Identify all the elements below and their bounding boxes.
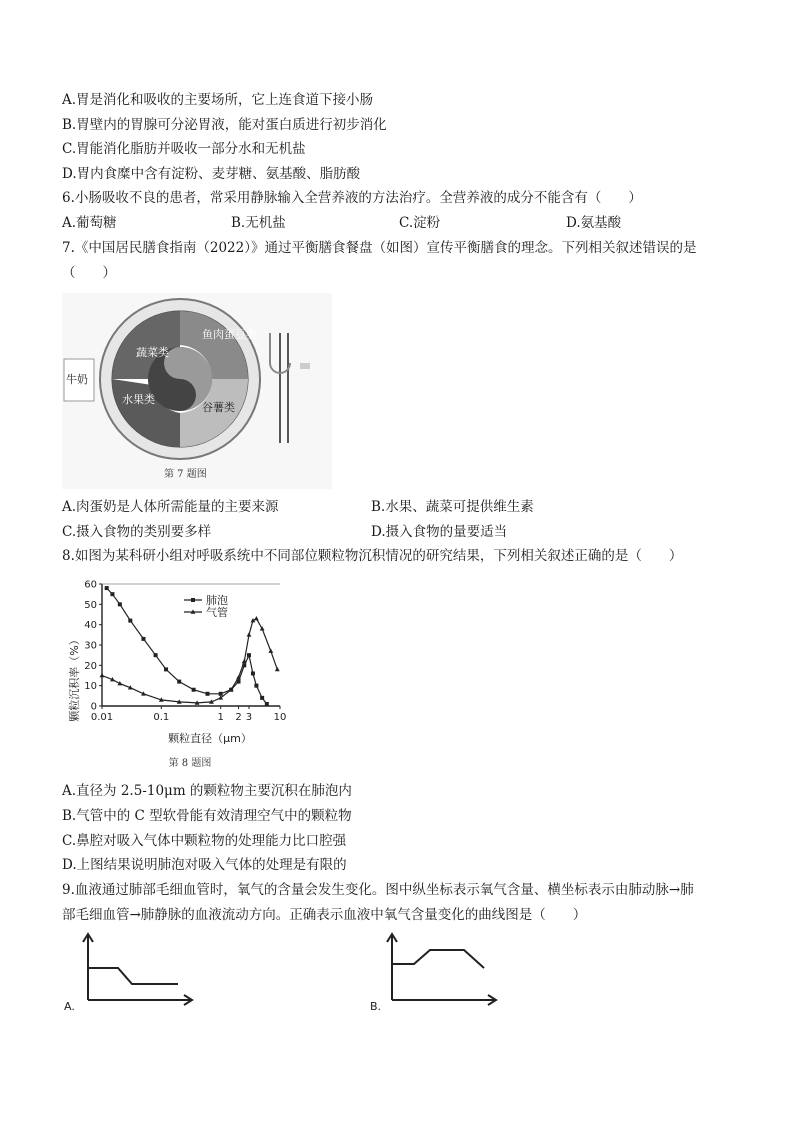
y-tick-label: 0: [90, 701, 97, 713]
legend-label: 气管: [206, 606, 228, 619]
y-tick-label: 30: [84, 640, 97, 652]
q9-stem-line1: 9.血液通过肺部毛细血管时，氧气的含量会发生变化。图中纵坐标表示氧气含量、横坐标表示由肺动脉→肺: [62, 882, 694, 898]
data-point-alveoli: [164, 667, 168, 671]
data-point-alveoli: [110, 592, 114, 596]
plate-label-meat: 鱼肉蛋豆类: [202, 328, 257, 341]
chart-x-label: 颗粒直径（μm）: [168, 732, 252, 745]
q8-stem: 8.如图为某科研小组对呼吸系统中不同部位颗粒物沉积情况的研究结果，下列相关叙述正确的是（ ）: [62, 548, 683, 564]
data-point-trachea: [247, 632, 252, 636]
q7-figure-caption: 第 7 题图: [164, 469, 207, 480]
legend-marker: [191, 598, 195, 602]
plate-label-veg: 蔬菜类: [136, 346, 169, 359]
y-tick-label: 50: [84, 599, 97, 611]
plate-label-milk: 牛奶: [66, 373, 88, 386]
y-tick-label: 20: [84, 660, 97, 672]
data-point-alveoli: [206, 692, 210, 696]
q9-label-b: B.: [370, 1000, 382, 1013]
data-point-alveoli: [260, 696, 264, 700]
data-point-alveoli: [219, 692, 223, 696]
series-line-trachea: [102, 619, 277, 703]
q8-chart: [62, 574, 294, 774]
data-point-alveoli: [251, 671, 255, 675]
chart-marks: [100, 586, 280, 706]
q8-option-a: A.直径为 2.5-10μm 的颗粒物主要沉积在肺泡内: [62, 783, 352, 799]
plate-label-grain: 谷薯类: [202, 401, 235, 414]
q9-graph-b: [368, 930, 508, 1016]
q7-option-b: B.水果、蔬菜可提供维生素: [371, 499, 534, 515]
data-point-alveoli: [192, 688, 196, 692]
data-point-alveoli: [265, 702, 269, 706]
q6-option-a: A.葡萄糖: [62, 215, 117, 231]
x-tick-label: 0.01: [90, 712, 114, 723]
q5-option-a: A.胃是消化和吸收的主要场所，它上连食道下接小肠: [62, 92, 374, 108]
q7-stem-line2: （ ）: [62, 265, 116, 281]
q9-graph-a: [62, 930, 202, 1016]
q8-option-b: B.气管中的 C 型软骨能有效清理空气中的颗粒物: [62, 808, 352, 824]
data-point-alveoli: [141, 637, 145, 641]
data-point-alveoli: [177, 680, 181, 684]
q6-option-d: D.氨基酸: [566, 215, 622, 231]
data-point-alveoli: [247, 653, 251, 657]
q6-option-c: C.淀粉: [399, 215, 441, 231]
y-tick-label: 40: [84, 620, 97, 632]
data-point-trachea: [100, 673, 105, 677]
q7-option-d: D.摄入食物的量要适当: [371, 524, 508, 540]
legend-label: 肺泡: [206, 594, 228, 607]
y-tick-label: 60: [84, 579, 97, 591]
x-tick-label: 10: [273, 712, 287, 723]
chart-y-label: 颗粒沉积率（%）: [68, 634, 81, 722]
q5-option-b: B.胃壁内的胃腺可分泌胃液，能对蛋白质进行初步消化: [62, 117, 387, 133]
q9-stem-line2: 部毛细血管→肺静脉的血液流动方向。正确表示血液中氧气含量变化的曲线图是（ ）: [62, 907, 587, 923]
chart-caption: 第 8 题图: [168, 758, 212, 769]
q6-stem: 6.小肠吸收不良的患者，常采用静脉输入全营养液的方法治疗。全营养液的成分不能含有（ ）: [62, 190, 642, 206]
data-point-alveoli: [118, 602, 122, 606]
data-point-trachea: [268, 649, 273, 653]
x-tick-label: 1: [217, 712, 224, 723]
x-tick-label: 2: [235, 712, 242, 723]
q9-label-a: A.: [64, 1000, 75, 1013]
chart-axes: [84, 580, 286, 724]
data-point-trachea: [254, 616, 259, 620]
plate-label-fruit: 水果类: [122, 393, 155, 406]
data-point-alveoli: [105, 586, 109, 590]
q7-option-c: C.摄入食物的类别要多样: [62, 524, 212, 540]
q8-option-c: C.鼻腔对吸入气体中颗粒物的处理能力比口腔强: [62, 833, 347, 849]
q5-option-c: C.胃能消化脂肪并吸收一部分水和无机盐: [62, 141, 306, 157]
q7-stem-line1: 7.《中国居民膳食指南（2022）》通过平衡膳食餐盘（如图）宣传平衡膳食的理念。下列相关叙述错误的是: [62, 240, 697, 256]
q7-option-a: A.肉蛋奶是人体所需能量的主要来源: [62, 499, 279, 515]
q6-option-b: B.无机盐: [231, 215, 286, 231]
q8-option-d: D.上图结果说明肺泡对吸入气体的处理是有限的: [62, 857, 347, 873]
data-point-trachea: [275, 667, 280, 671]
x-tick-label: 3: [245, 712, 253, 723]
data-point-alveoli: [154, 653, 158, 657]
data-point-alveoli: [128, 619, 132, 623]
x-tick-label: 0.1: [153, 712, 170, 723]
q7-plate-figure: [62, 293, 332, 489]
q5-option-d: D.胃内食糜中含有淀粉、麦芽糖、氨基酸、脂肪酸: [62, 166, 361, 182]
y-tick-label: 10: [84, 681, 97, 693]
data-point-alveoli: [254, 684, 258, 688]
